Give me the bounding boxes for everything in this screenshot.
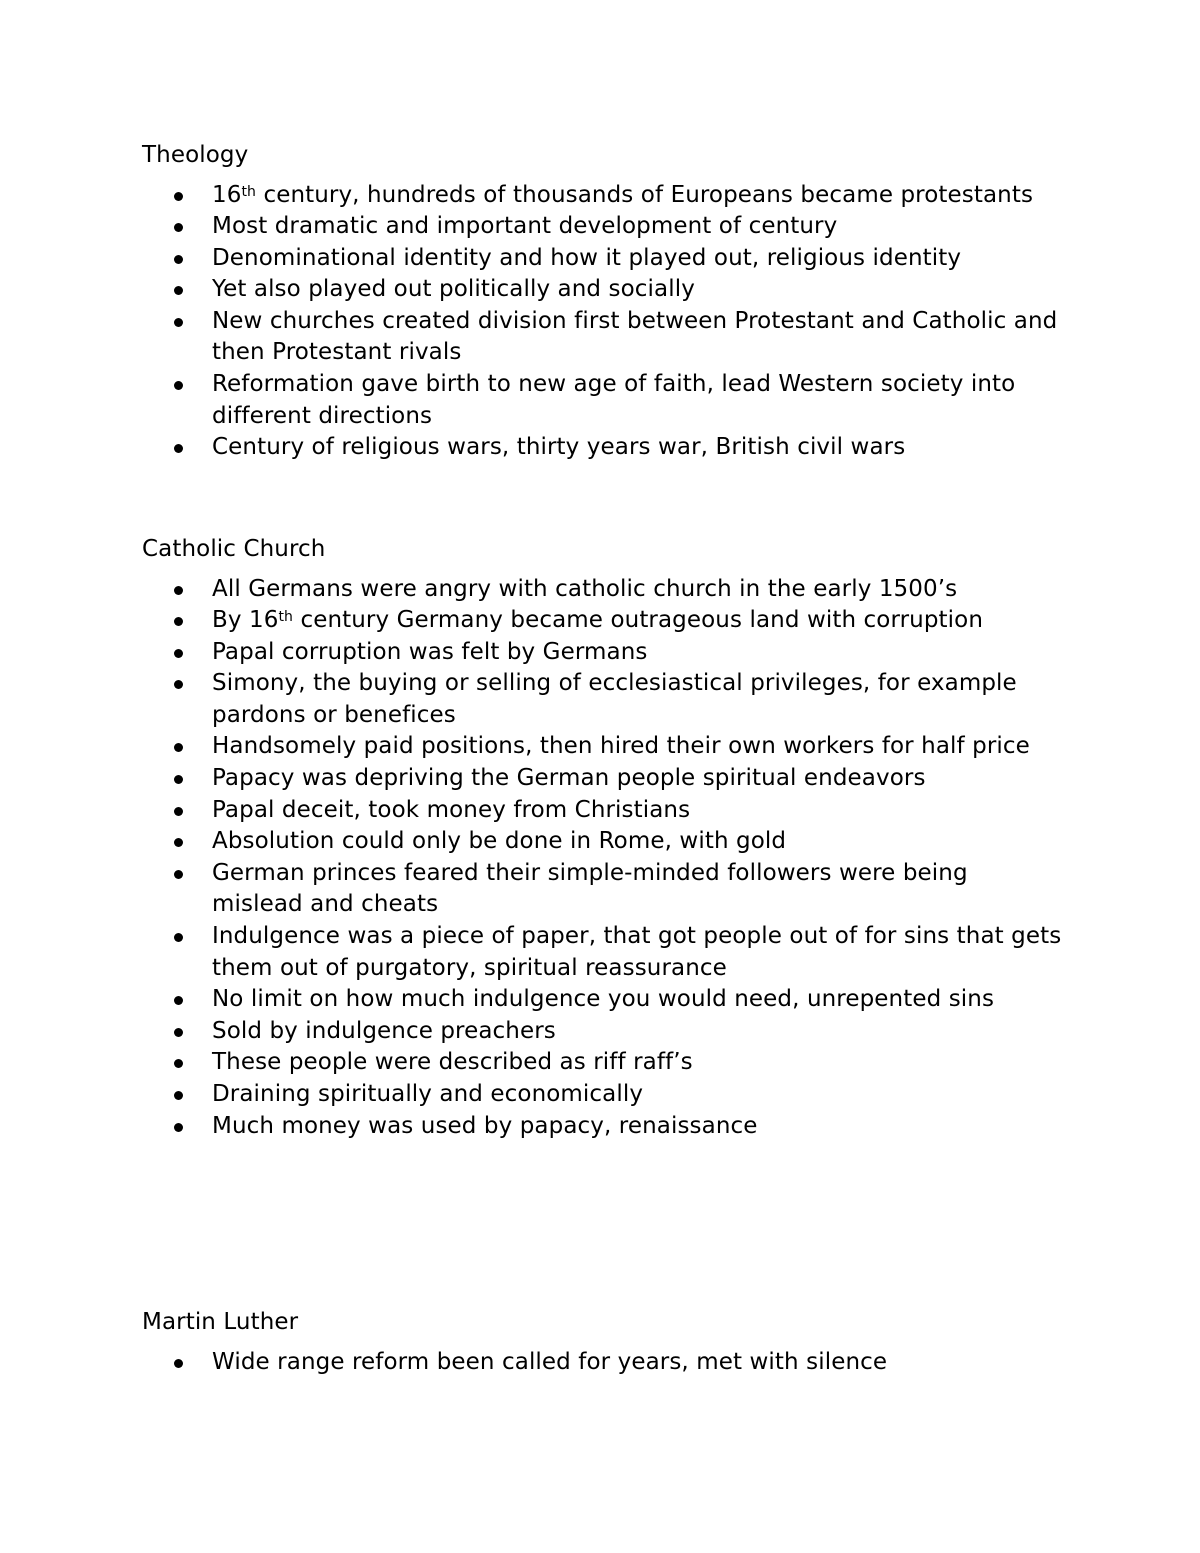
bullet-icon xyxy=(174,870,183,879)
item-text: Much money was used by papacy, renaissance xyxy=(212,1112,758,1139)
list-item xyxy=(142,369,1062,432)
list-item xyxy=(142,731,1062,763)
item-text: Denominational identity and how it played out, religious identity xyxy=(212,244,962,271)
section-theology xyxy=(142,140,1062,464)
item-text: Most dramatic and important development of century xyxy=(212,213,838,240)
item-text: Century of religious wars, thirty years war, British civil wars xyxy=(212,434,906,461)
list-item xyxy=(142,211,1062,243)
section-catholic-church xyxy=(142,534,1062,1142)
item-text: All Germans were angry with catholic church in the early 1500’s xyxy=(212,575,958,602)
bullet-icon xyxy=(174,444,183,453)
item-text: New churches created division first between Protestant and Catholic and then Protestant rivals xyxy=(212,307,1058,366)
list-item xyxy=(142,1079,1062,1111)
section-title: Catholic Church xyxy=(142,536,326,562)
bullet-icon xyxy=(174,838,183,847)
list-item xyxy=(142,668,1062,731)
list-item xyxy=(142,605,1062,637)
bullet-icon xyxy=(174,1028,183,1037)
bullet-icon xyxy=(174,807,183,816)
list-item xyxy=(142,1047,1062,1079)
bullet-icon xyxy=(174,192,183,201)
item-text: No limit on how much indulgence you would need, unrepented sins xyxy=(212,986,995,1013)
bullet-icon xyxy=(174,1091,183,1100)
bullet-icon xyxy=(174,1123,183,1132)
item-text: Sold by indulgence preachers xyxy=(212,1017,556,1044)
item-text: Yet also played out politically and socially xyxy=(212,276,695,303)
list-item xyxy=(142,274,1062,306)
list-item xyxy=(142,574,1062,606)
bullet-icon xyxy=(174,318,183,327)
item-text-post: century Germany became outrageous land with corruption xyxy=(293,607,984,634)
list-item xyxy=(142,432,1062,464)
bullet-icon xyxy=(174,1359,183,1368)
list-item xyxy=(142,858,1062,921)
list-item xyxy=(142,921,1062,984)
bullet-icon xyxy=(174,996,183,1005)
item-text-pre: 16 xyxy=(212,181,242,208)
item-text: Simony, the buying or selling of ecclesiastical privileges, for example pardons or benefices xyxy=(212,670,1017,728)
item-text-post: century, hundreds of thousands of Europeans became protestants xyxy=(256,181,1034,208)
list-item xyxy=(142,637,1062,669)
list-item xyxy=(142,826,1062,858)
list-item xyxy=(142,763,1062,795)
bullet-icon xyxy=(174,775,183,784)
item-text: Reformation gave birth to new age of faith, lead Western society into different directions xyxy=(212,371,1016,429)
list-item xyxy=(142,243,1062,275)
item-text: Indulgence was a piece of paper, that got people out of for sins that gets them out of purgatory, spiritual reassurance xyxy=(212,923,1062,981)
list-item xyxy=(142,1111,1062,1143)
item-text: Draining spiritually and economically xyxy=(212,1081,644,1107)
list-item xyxy=(142,1016,1062,1048)
item-text: Papacy was depriving the German people spiritual endeavors xyxy=(212,765,926,792)
bullet-icon xyxy=(174,223,183,232)
item-text: Papal deceit, took money from Christians xyxy=(212,796,691,823)
item-text: German princes feared their simple-minded followers were being mislead and cheats xyxy=(212,859,968,918)
bullet-icon xyxy=(174,1059,183,1068)
section-title: Theology xyxy=(142,142,249,168)
list-item xyxy=(142,984,1062,1016)
item-text: Papal corruption was felt by Germans xyxy=(212,638,648,665)
item-text-superscript: th xyxy=(278,609,294,626)
item-text: Absolution could only be done in Rome, with gold xyxy=(212,828,787,855)
bullet-icon xyxy=(174,680,183,689)
bullet-icon xyxy=(174,381,183,390)
bullet-list xyxy=(142,1347,1062,1379)
section-title: Martin Luther xyxy=(142,1309,299,1335)
list-item xyxy=(142,1347,1062,1379)
list-item xyxy=(142,180,1062,212)
item-text-pre: By 16 xyxy=(212,607,279,634)
item-text: These people were described as riff raff’s xyxy=(212,1049,693,1076)
item-text: Handsomely paid positions, then hired their own workers for half price xyxy=(212,733,1030,760)
list-item xyxy=(142,306,1062,369)
bullet-icon xyxy=(174,586,183,595)
bullet-icon xyxy=(174,933,183,942)
bullet-icon xyxy=(174,286,183,295)
bullet-list xyxy=(142,574,1062,1143)
bullet-icon xyxy=(174,617,183,626)
list-item xyxy=(142,795,1062,827)
bullet-icon xyxy=(174,743,183,752)
bullet-list xyxy=(142,180,1062,464)
item-text: Wide range reform been called for years, met with silence xyxy=(212,1348,888,1375)
bullet-icon xyxy=(174,255,183,264)
item-text-superscript: th xyxy=(241,183,257,200)
bullet-icon xyxy=(174,649,183,658)
section-martin-luther xyxy=(142,1307,1062,1378)
